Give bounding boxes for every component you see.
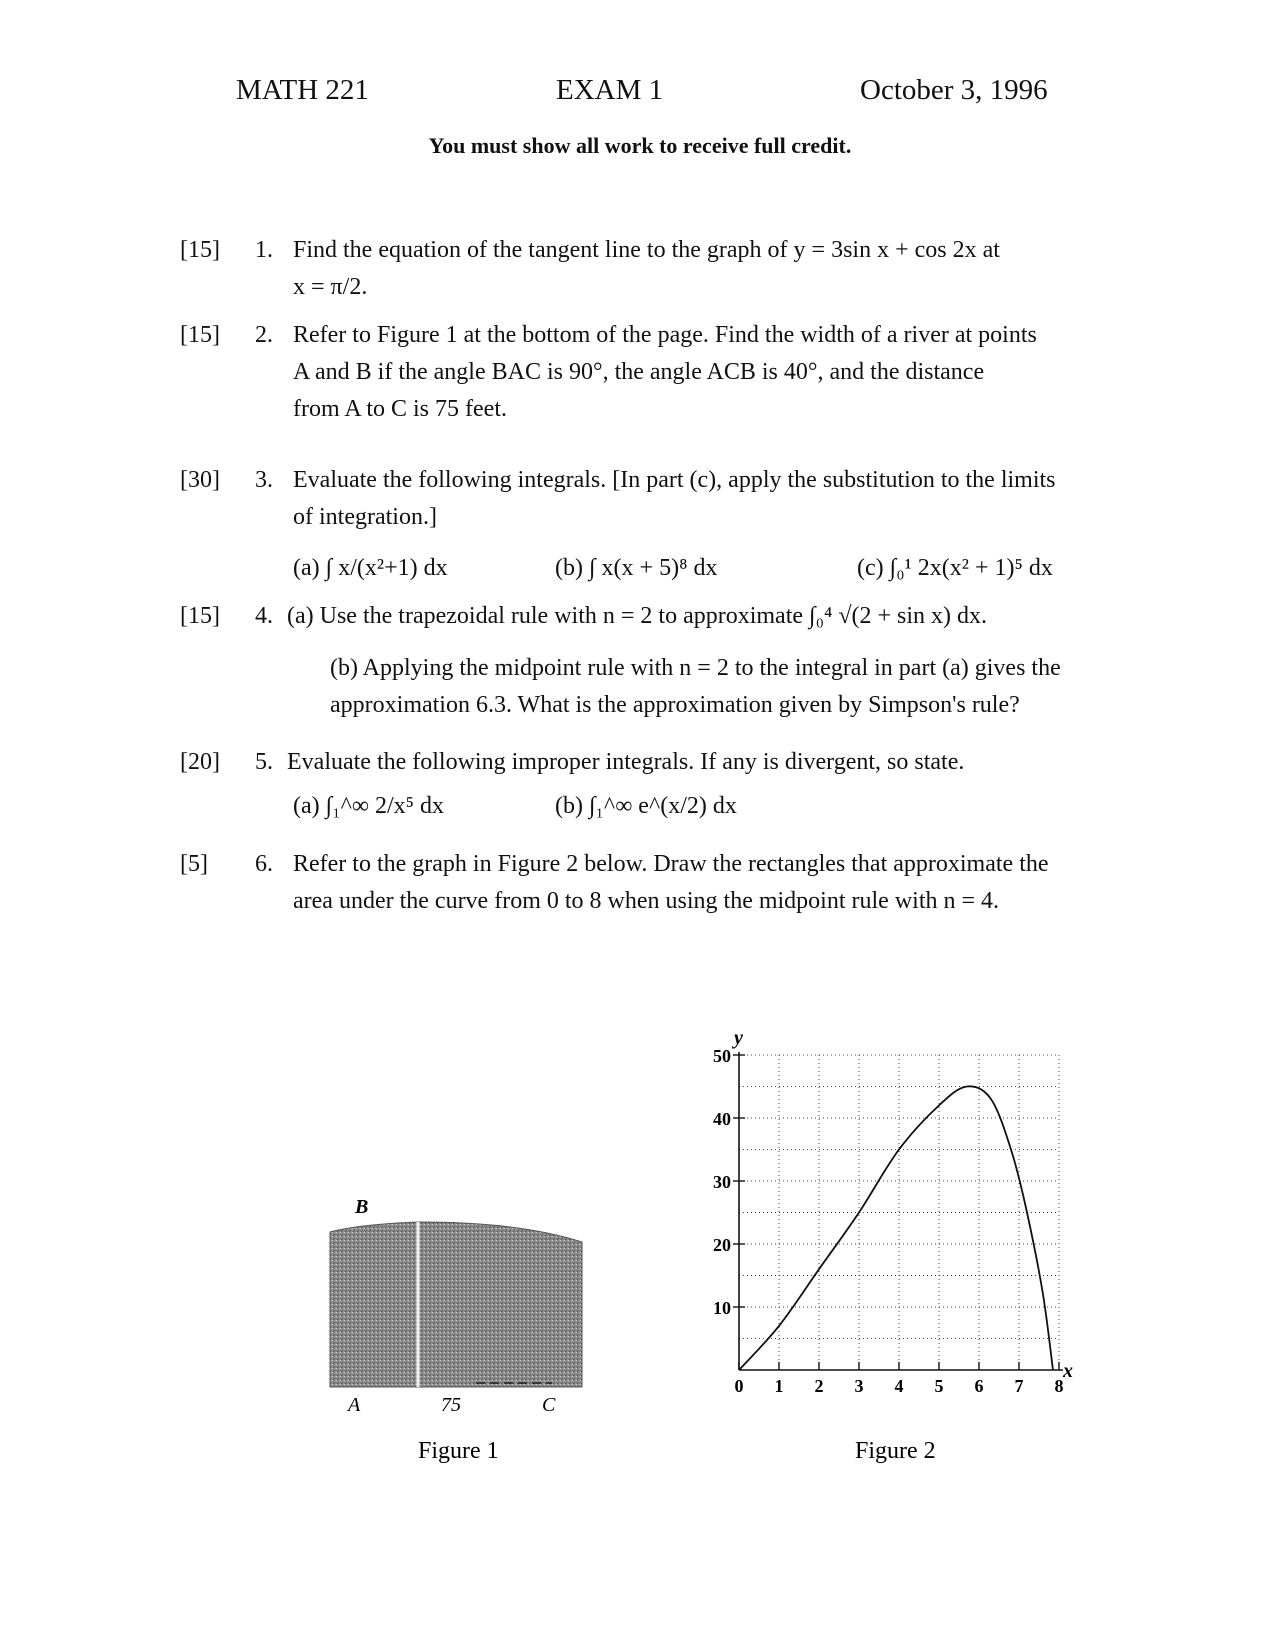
label-distance: 75 [441,1394,461,1416]
improper-part-b: (b) ∫₁^∞ e^(x/2) dx [555,793,737,819]
integral-part-a: (a) ∫ x/(x²+1) dx [293,555,448,581]
problem-points: [15] [180,603,220,629]
x-tick-label: 3 [854,1376,864,1396]
integral-part-c: (c) ∫₀¹ 2x(x² + 1)⁵ dx [857,555,1053,581]
exam-title: EXAM 1 [556,74,664,106]
y-axis-label: y [734,1027,743,1049]
y-tick-label: 40 [713,1109,731,1129]
problem-number: 6. [255,851,273,877]
label-a: A [348,1394,361,1416]
problem-points: [30] [180,467,220,493]
problem-points: [5] [180,851,208,877]
x-axis-label: x [1063,1360,1073,1382]
x-tick-label: 5 [934,1376,944,1396]
x-tick-label: 4 [894,1376,904,1396]
course-title: MATH 221 [236,74,369,106]
problem-text-line: area under the curve from 0 to 8 when using the midpoint rule with n = 4. [293,888,1000,914]
data-curve [739,1086,1053,1370]
label-c: C [542,1394,556,1416]
x-ticks [735,1362,1064,1396]
y-ticks [713,1046,745,1318]
problem-part-b-line: (b) Applying the midpoint rule with n = 2 to the integral in part (a) gives the [330,655,1061,681]
problem-part-a: (a) Use the trapezoidal rule with n = 2 to approximate ∫₀⁴ √(2 + sin x) dx. [287,603,988,629]
problem-number: 2. [255,322,273,348]
problem-text-line: Evaluate the following integrals. [In part (c), apply the substitution to the limits [293,467,1056,493]
problem-part-b-line: approximation 6.3. What is the approximation given by Simpson's rule? [330,692,1020,718]
figure-1 [330,1196,582,1464]
problem-points: [20] [180,749,220,775]
label-b: B [355,1196,369,1218]
problem-text-line: from A to C is 75 feet. [293,396,507,422]
problem-number: 3. [255,467,273,493]
problem-points: [15] [180,322,220,348]
problem-number: 5. [255,749,273,775]
y-tick-label: 30 [713,1172,731,1192]
problem-points: [15] [180,237,220,263]
x-tick-label: 1 [774,1376,784,1396]
problem-text-line: Find the equation of the tangent line to the graph of y = 3sin x + cos 2x at [293,237,1000,263]
problem-text-line: A and B if the angle BAC is 90°, the angle ACB is 40°, and the distance [293,359,985,385]
x-tick-label: 8 [1054,1376,1064,1396]
x-tick-label: 0 [734,1376,744,1396]
improper-part-a: (a) ∫₁^∞ 2/x⁵ dx [293,793,444,819]
exam-date: October 3, 1996 [860,74,1048,106]
x-tick-label: 6 [974,1376,984,1396]
problem-text-line: x = π/2. [293,274,368,300]
x-tick-label: 2 [814,1376,824,1396]
problem-number: 1. [255,237,273,263]
river-shape [330,1222,582,1387]
instructions: You must show all work to receive full credit. [428,133,852,158]
chart-grid [739,1055,1059,1370]
y-tick-label: 20 [713,1235,731,1255]
problem-text-line: Refer to Figure 1 at the bottom of the page. Find the width of a river at points [293,322,1037,348]
problem-number: 4. [255,603,273,629]
integral-part-b: (b) ∫ x(x + 5)⁸ dx [555,555,718,581]
problem-text-line: Evaluate the following improper integrals. If any is divergent, so state. [287,749,965,775]
x-tick-label: 7 [1014,1376,1024,1396]
problem-text-line: of integration.] [293,504,437,530]
y-tick-label: 50 [713,1046,731,1066]
figure-2-chart [713,1027,1073,1464]
problem-text-line: Refer to the graph in Figure 2 below. Draw the rectangles that approximate the [293,851,1049,877]
figure-2-caption: Figure 2 [855,1438,936,1464]
y-tick-label: 10 [713,1298,731,1318]
figure-1-caption: Figure 1 [418,1438,499,1464]
